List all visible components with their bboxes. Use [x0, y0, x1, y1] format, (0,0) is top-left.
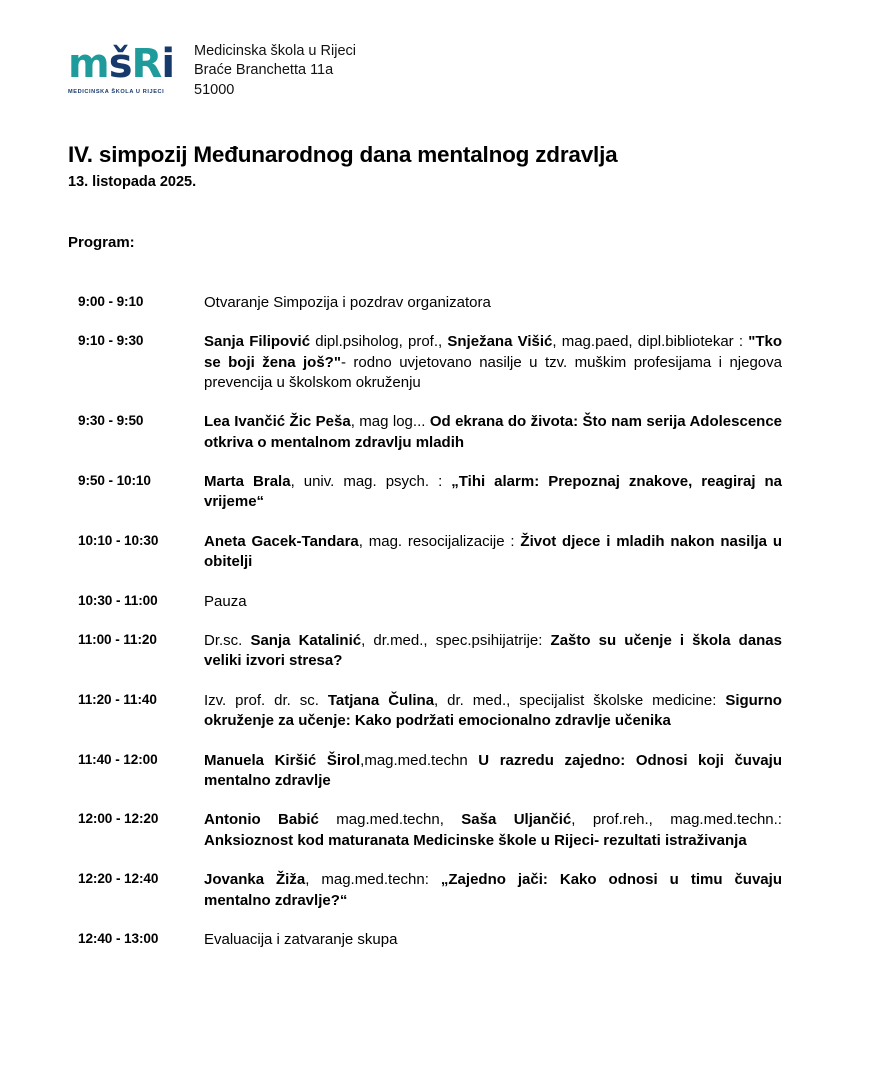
schedule-title-text: Antonio Babić — [204, 811, 319, 829]
schedule-description — [204, 810, 782, 851]
schedule-description — [204, 293, 782, 313]
schedule-title-text: U razredu zajedno: Odnosi koji čuvaju mentalno zdravlje — [204, 751, 782, 789]
document-header — [0, 0, 890, 100]
schedule-detail-text: , mag. resocijalizacije : — [358, 532, 521, 550]
schedule-detail-text: mag.med.techn, — [318, 811, 462, 829]
schedule-description — [204, 332, 782, 393]
schedule-description — [204, 751, 782, 792]
event-date: 13. listopada 2025. — [68, 173, 197, 190]
logo-caption: MEDICINSKA ŠKOLA U RIJECI — [68, 89, 165, 95]
schedule-detail-text: ,mag.med.techn — [360, 751, 479, 769]
schedule-row — [78, 293, 782, 313]
schedule-detail-text: Otvaranje Simpozija i pozdrav organizatora — [204, 293, 491, 311]
schedule-title-text: "Tko se boji žena još?" — [204, 333, 783, 371]
address-line-1: Medicinska škola u Rijeci — [194, 43, 356, 59]
schedule-row — [78, 472, 782, 513]
schedule-description — [204, 930, 782, 950]
schedule-time: 11:40 - 12:00 — [78, 751, 158, 767]
schedule-row — [78, 532, 782, 573]
school-logo — [68, 42, 176, 95]
schedule-detail-text: Evaluacija i zatvaranje skupa — [204, 930, 398, 948]
schedule-row — [78, 870, 782, 911]
schedule-list — [0, 293, 890, 951]
title-block — [0, 100, 890, 190]
schedule-title-text: Tatjana Čulina — [327, 691, 435, 709]
schedule-title-text: Život djece i mladih nakon nasilja u obitelji — [204, 532, 782, 571]
schedule-description — [204, 412, 782, 453]
schedule-detail-text: , mag.paed, dipl.bibliotekar : — [552, 333, 749, 351]
schedule-title-text: Snježana Višić — [447, 333, 553, 351]
schedule-description — [204, 870, 782, 911]
schedule-description — [204, 691, 782, 732]
schedule-title-text: Saša Uljančić — [461, 811, 572, 829]
schedule-row — [78, 412, 782, 453]
schedule-time: 9:50 - 10:10 — [78, 473, 151, 489]
schedule-detail-text: , mag log... — [350, 413, 430, 431]
schedule-description — [204, 592, 782, 612]
schedule-time: 11:00 - 11:20 — [78, 632, 157, 648]
schedule-title-text: „Zajedno jači: Kako odnosi u timu čuvaju mentalno zdravlje?“ — [204, 871, 782, 909]
schedule-row — [78, 751, 782, 792]
schedule-title-text: Aneta Gacek-Tandara — [204, 532, 359, 550]
schedule-title-text: Sanja Filipović — [204, 333, 311, 351]
logo-letter-s: š — [108, 41, 132, 87]
schedule-title-text: „Tihi alarm: Prepoznaj znakove, reagiraj na vrijeme“ — [204, 473, 783, 511]
schedule-time: 12:40 - 13:00 — [78, 930, 159, 946]
schedule-detail-text: Dr.sc. — [204, 632, 251, 650]
schedule-detail-text: , prof.reh., mag.med.techn.: — [571, 811, 782, 829]
schedule-time: 12:00 - 12:20 — [78, 811, 159, 827]
schedule-row — [78, 691, 782, 732]
schedule-time: 9:30 - 9:50 — [78, 413, 144, 429]
schedule-time: 9:10 - 9:30 — [78, 333, 144, 349]
schedule-detail-text: - rodno uvjetovano nasilje u tzv. muškim profesijama i njegova prevencija u školskom okruženju — [204, 353, 782, 391]
schedule-time: 11:20 - 11:40 — [78, 691, 157, 707]
schedule-row — [78, 332, 782, 393]
logo-mark — [68, 41, 176, 87]
schedule-title-text: Sanja Katalinić — [250, 632, 362, 650]
logo-letter-r: R — [131, 41, 162, 87]
schedule-detail-text: , dr.med., spec.psihijatrije: — [361, 632, 551, 650]
schedule-description — [204, 472, 782, 513]
schedule-row — [78, 592, 782, 612]
address-line-2: Braće Branchetta 11a — [194, 62, 334, 79]
schedule-detail-text: , univ. mag. psych. : — [290, 473, 452, 491]
schedule-title-text: Anksioznost kod maturanata Medicinske škole u Rijeci- rezultati istraživanja — [204, 831, 747, 849]
school-address — [176, 42, 356, 100]
schedule-description — [204, 631, 782, 672]
schedule-title-text: Od ekrana do života: Što nam serija Adolescence otkriva o mentalnom zdravlju mladih — [204, 413, 783, 451]
schedule-detail-text: Izv. prof. dr. sc. — [204, 691, 328, 709]
schedule-detail-text: dipl.psiholog, prof., — [310, 333, 448, 351]
schedule-row — [78, 810, 782, 851]
program-heading: Program: — [68, 233, 135, 251]
schedule-title-text: Zašto su učenje i škola danas veliki izvori stresa? — [204, 632, 782, 670]
page-title: IV. simpozij Međunarodnog dana mentalnog zdravlja — [68, 141, 618, 167]
schedule-title-text: Lea Ivančić Žic Peša — [204, 413, 351, 431]
schedule-time: 12:20 - 12:40 — [78, 871, 159, 887]
schedule-time: 10:10 - 10:30 — [78, 532, 159, 548]
schedule-detail-text: Pauza — [204, 592, 247, 610]
schedule-row — [78, 930, 782, 950]
logo-letter-i: i — [161, 41, 175, 87]
schedule-title-text: Sigurno okruženje za učenje: Kako podržati emocionalno zdravlje učenika — [204, 691, 782, 730]
schedule-detail-text: , dr. med., specijalist školske medicine: — [434, 691, 726, 709]
schedule-title-text: Manuela Kiršić Širol — [204, 751, 361, 769]
logo-letter-m: m — [68, 41, 109, 87]
address-line-3: 51000 — [194, 81, 235, 98]
schedule-row — [78, 631, 782, 672]
schedule-description — [204, 532, 782, 573]
schedule-detail-text: , mag.med.techn: — [305, 871, 441, 889]
schedule-time: 10:30 - 11:00 — [78, 592, 158, 608]
schedule-title-text: Marta Brala — [204, 473, 291, 491]
schedule-title-text: Jovanka Žiža — [204, 871, 306, 889]
schedule-time: 9:00 - 9:10 — [78, 293, 144, 309]
